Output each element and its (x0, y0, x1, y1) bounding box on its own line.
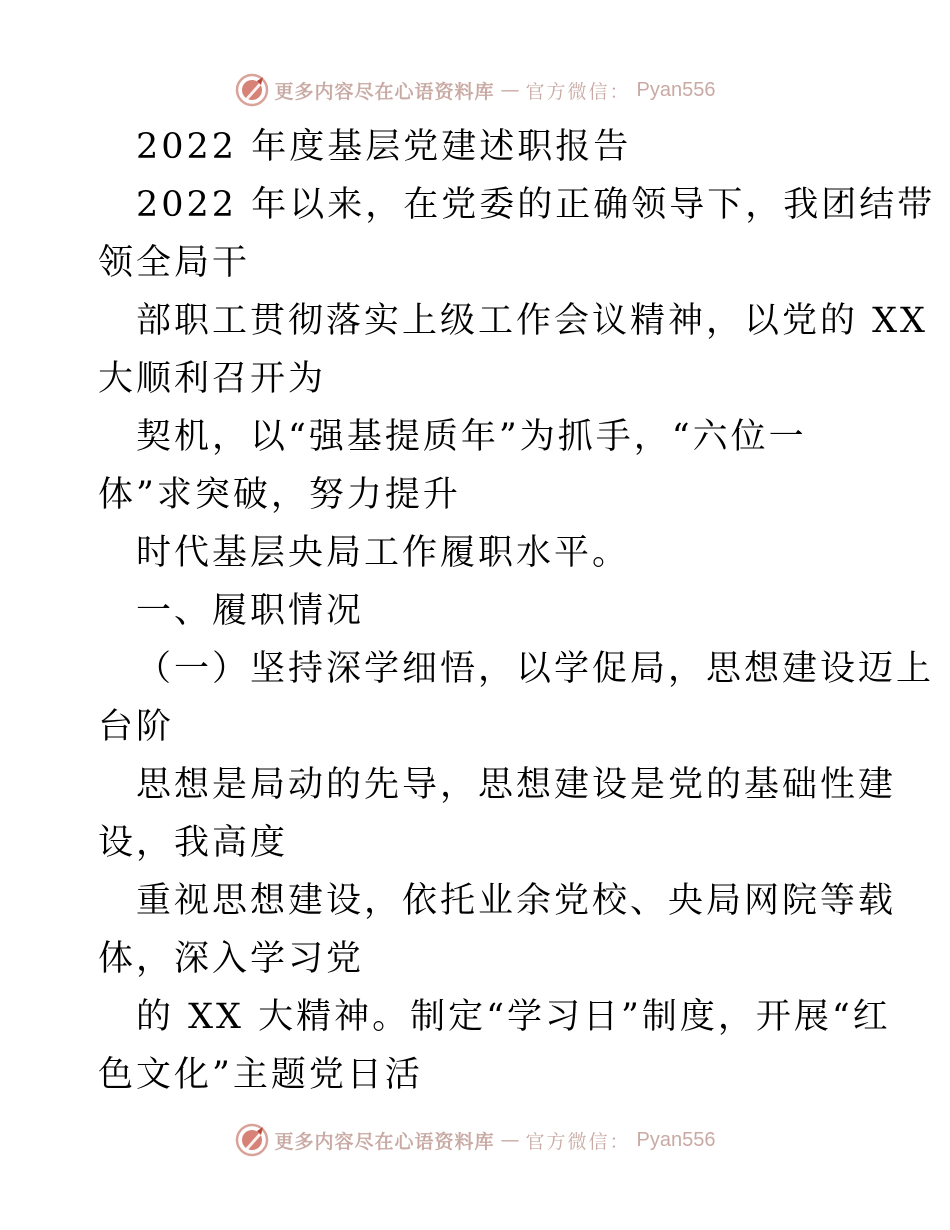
subsection-heading: （一）坚持深学细悟，以学促局，思想建设迈上 (136, 649, 935, 689)
watermark-brand: 更多内容尽在心语资料库 (274, 80, 495, 103)
document-title: 2022 年度基层党建述职报告 (136, 127, 632, 167)
footer-watermark (0, 1120, 950, 1160)
paragraph-line: 色文化”主题党日活 (98, 1055, 423, 1095)
document-body (98, 118, 936, 1104)
paragraph-line: 的 XX 大精神。制定“学习日”制度，开展“红 (136, 997, 891, 1037)
watermark-official-label: 官方微信： (525, 80, 631, 103)
header-watermark (0, 70, 950, 110)
paragraph-line: 重视思想建设，依托业余党校、央局网院等载 (136, 881, 897, 921)
paragraph-line: 部职工贯彻落实上级工作会议精神，以党的 XX (136, 301, 928, 341)
watermark-wechat-id: Pyan556 (636, 1128, 716, 1151)
watermark-separator: — (500, 1129, 520, 1151)
subsection-heading-continued: 台阶 (98, 707, 175, 747)
paragraph-line: 大顺利召开为 (98, 359, 327, 399)
paragraph-line: 思想是局动的先导，思想建设是党的基础性建 (136, 765, 897, 805)
watermark-brand: 更多内容尽在心语资料库 (274, 1130, 495, 1153)
watermark-wechat-id: Pyan556 (636, 78, 716, 101)
watermark-official-label: 官方微信： (525, 1130, 631, 1153)
watermark-separator: — (500, 79, 520, 101)
paragraph-line: 体”求突破，努力提升 (98, 475, 461, 515)
paragraph-line: 时代基层央局工作履职水平。 (136, 533, 631, 573)
section-heading: 一、履职情况 (136, 591, 365, 631)
paragraph-line: 契机，以“强基提质年”为抓手，“六位一 (136, 417, 807, 457)
quill-logo-icon (235, 1123, 269, 1157)
paragraph-line: 体，深入学习党 (98, 939, 365, 979)
paragraph-line: 2022 年以来，在党委的正确领导下，我团结带 (136, 185, 936, 225)
paragraph-line: 设，我高度 (98, 823, 289, 863)
quill-logo-icon (235, 73, 269, 107)
paragraph-line: 领全局干 (98, 243, 251, 283)
